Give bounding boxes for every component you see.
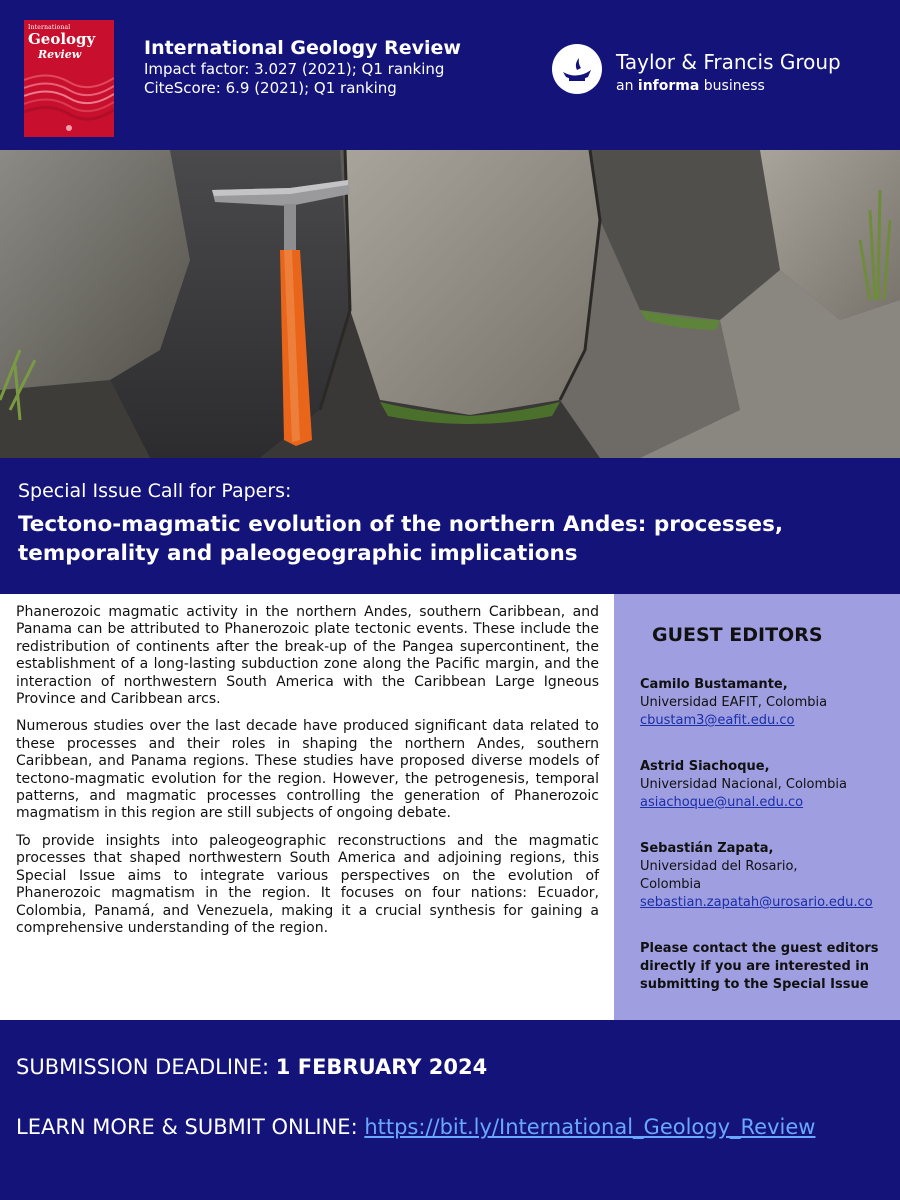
tagline-prefix: an — [616, 78, 638, 94]
deadline-date: 1 FEBRUARY 2024 — [275, 1055, 488, 1079]
paragraph-1: Phanerozoic magmatic activity in the northern Andes, southern Caribbean, and Panama can be attributed to Phanerozoic plate tectonic events. These include the redistribution of continents after the break-up of the Pangea supercontinent, the establishment of a long-lasting subduction zone along the Pacific margin, and the interaction of northwestern South America with the Caribbean Large Igneous Province and Caribbean arcs. — [16, 604, 599, 708]
tagline-suffix: business — [699, 78, 765, 94]
cover-title-line1: Geology — [28, 30, 96, 48]
editor-affiliation: Universidad EAFIT, Colombia — [640, 695, 828, 710]
submission-deadline — [16, 1055, 487, 1079]
guest-editors-panel — [614, 594, 900, 1020]
paragraph-3: To provide insights into paleogeographic reconstructions and the magmatic processes that shaped northwestern South America and adjoining regions, this Special Issue aims to integrate various perspectives on the evolution of Phanerozoic magmatism in the region. It focuses on four nations: Ecuador, Colombia, Panamá, and Venezuela, making it a crucial synthesis for gaining a comprehensive understanding of the region. — [16, 832, 599, 936]
special-issue-title: Tectono-magmatic evolution of the northern Andes: processes, temporality and paleogeographic implications — [18, 512, 784, 566]
call-for-papers-kicker: Special Issue Call for Papers: — [18, 480, 292, 502]
paragraph-2: Numerous studies over the last decade have produced significant data related to these processes and their roles in shaping the northern Andes, southern Caribbean, and Panama regions. These studies have proposed diverse models of tectono-magmatic evolution for the region. However, the petrogenesis, temporal patterns, and magmatic processes controlling the generation of Phanerozoic magmatism in this region are still subjects of ongoing debate. — [16, 718, 599, 822]
editor-affiliation: Universidad del Rosario, — [640, 859, 798, 874]
editor-email-link[interactable]: cbustam3@eafit.edu.co — [640, 713, 795, 728]
hammer-rock-photo — [0, 150, 900, 458]
contact-note: Please contact the guest editors directly if you are interested in submitting to the Special Issue — [640, 941, 879, 992]
editor-email-link[interactable]: asiachoque@unal.edu.co — [640, 795, 804, 810]
header — [0, 0, 900, 150]
editor-email-link[interactable]: sebastian.zapatah@urosario.edu.co — [640, 895, 873, 910]
impact-factor: Impact factor: 3.027 (2021); Q1 ranking — [144, 60, 445, 78]
footer — [0, 1020, 900, 1200]
editor-affiliation: Universidad Nacional, Colombia — [640, 777, 847, 792]
editor-card — [640, 758, 895, 812]
editor-name: Astrid Siachoque, — [640, 759, 770, 774]
editor-affiliation-country: Colombia — [640, 877, 702, 892]
guest-editors-heading: GUEST EDITORS — [652, 624, 823, 646]
journal-cover-image — [24, 20, 114, 137]
deadline-label: SUBMISSION DEADLINE: — [16, 1055, 276, 1079]
publisher-tagline — [616, 78, 765, 94]
description-column — [0, 594, 614, 1020]
oil-lamp-icon — [552, 44, 602, 94]
submission-link[interactable]: https://bit.ly/International_Geology_Review — [364, 1115, 816, 1139]
learn-more — [16, 1115, 815, 1139]
tagline-bold: informa — [637, 78, 700, 94]
cover-top-text: International — [28, 24, 71, 31]
editor-name: Sebastián Zapata, — [640, 841, 774, 856]
rock-outcrop-illustration — [0, 150, 900, 458]
title-band — [0, 458, 900, 594]
editor-card — [640, 676, 895, 730]
journal-info — [144, 36, 461, 98]
cover-title-line2: Review — [38, 48, 82, 61]
learn-more-label: LEARN MORE & SUBMIT ONLINE: — [16, 1115, 365, 1139]
citescore: CiteScore: 6.9 (2021); Q1 ranking — [144, 79, 397, 97]
publisher-name: Taylor & Francis Group — [616, 50, 841, 74]
editor-name: Camilo Bustamante, — [640, 677, 788, 692]
editor-card — [640, 840, 895, 912]
description-text — [16, 604, 599, 947]
journal-title: International Geology Review — [144, 37, 461, 59]
